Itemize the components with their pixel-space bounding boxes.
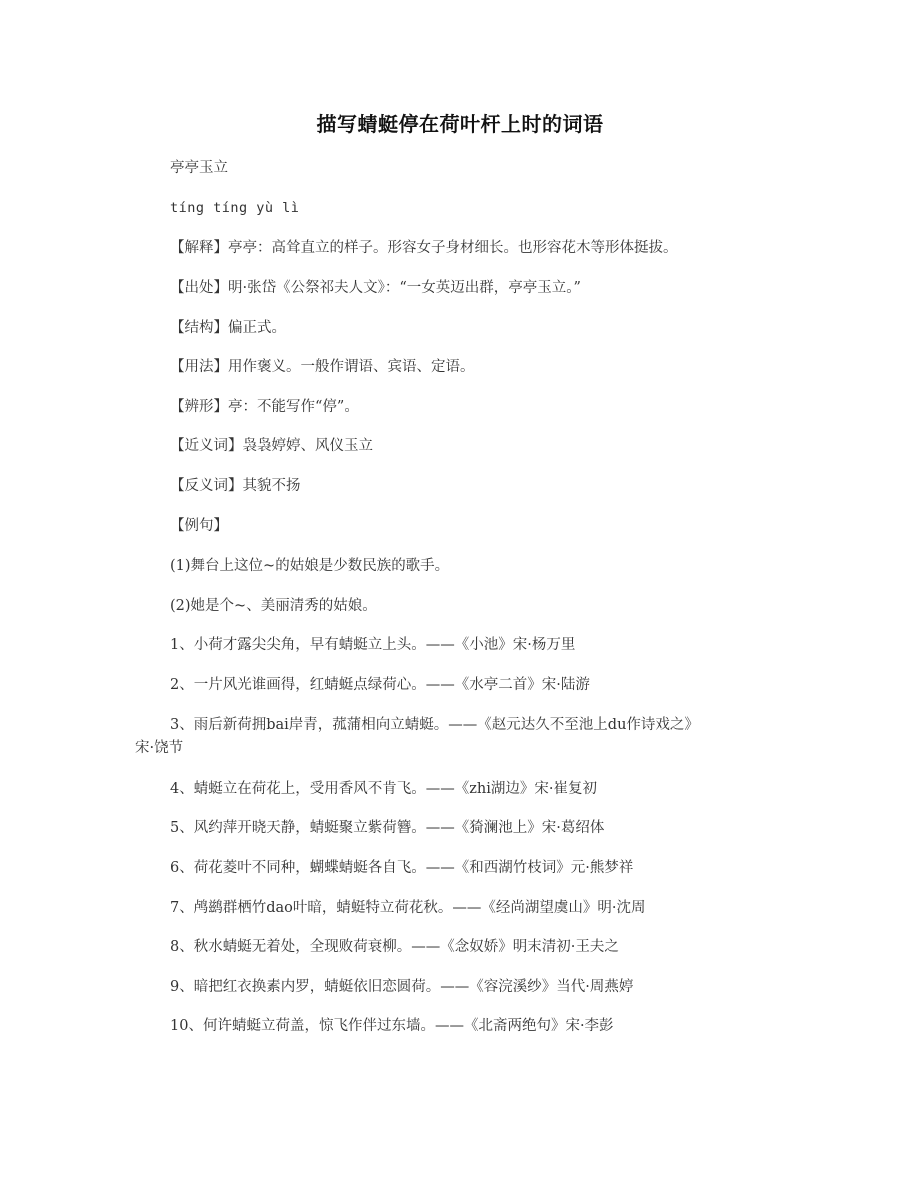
example-2: (2)她是个~、美丽清秀的姑娘。	[170, 598, 377, 614]
poem-line: 6、荷花菱叶不同种，蝴蝶蜻蜓各自飞。——《和西湖竹枝词》元·熊梦祥	[170, 860, 634, 876]
entry-distinguish: 【辨形】亭：不能写作“停”。	[170, 399, 359, 415]
poem-line-continuation: 宋·饶节	[135, 740, 184, 756]
examples-heading: 【例句】	[170, 518, 228, 534]
poem-line: 7、鸬鹚群栖竹dao叶暗，蜻蜓特立荷花秋。——《经尚湖望虞山》明·沈周	[170, 900, 646, 916]
entry-antonyms: 【反义词】其貌不扬	[170, 478, 301, 494]
poem-line: 4、蜻蜓立在荷花上，受用香风不肯飞。——《zhi湖边》宋·崔复初	[170, 781, 597, 797]
poem-line: 1、小荷才露尖尖角，早有蜻蜓立上头。——《小池》宋·杨万里	[170, 637, 576, 653]
entry-pinyin: tíng tíng yù lì	[170, 200, 300, 216]
entry-synonyms: 【近义词】袅袅婷婷、风仪玉立	[170, 438, 373, 454]
poem-line: 9、暗把红衣换素内罗，蜻蜓依旧恋圆荷。——《容浣溪纱》当代·周燕婷	[170, 979, 634, 995]
entry-explanation: 【解释】亭亭：高耸直立的样子。形容女子身材细长。也形容花木等形体挺拔。	[170, 240, 678, 256]
example-1: (1)舞台上这位~的姑娘是少数民族的歌手。	[170, 558, 450, 574]
poem-line: 3、雨后新荷拥bai岸青，菰蒲相向立蜻蜓。——《赵元达久不至池上du作诗戏之》	[170, 717, 699, 733]
poem-line: 2、一片风光谁画得，红蜻蜓点绿荷心。——《水亭二首》宋·陆游	[170, 677, 590, 693]
entry-word: 亭亭玉立	[170, 160, 228, 176]
entry-source: 【出处】明·张岱《公祭祁夫人文》：“一女英迈出群，亭亭玉立。”	[170, 280, 581, 296]
poem-line: 5、风约萍开晓天静，蜻蜓聚立紫荷簪。——《猗澜池上》宋·葛绍体	[170, 820, 605, 836]
entry-structure: 【结构】偏正式。	[170, 320, 286, 336]
document-title: 描写蜻蜓停在荷叶杆上时的词语	[316, 112, 604, 136]
poem-line: 8、秋水蜻蜓无着处，全现败荷衰柳。——《念奴娇》明末清初·王夫之	[170, 939, 619, 955]
poem-line: 10、何许蜻蜓立荷盖，惊飞作伴过东墙。——《北斋两绝句》宋·李彭	[170, 1018, 614, 1034]
entry-usage: 【用法】用作褒义。一般作谓语、宾语、定语。	[170, 359, 475, 375]
